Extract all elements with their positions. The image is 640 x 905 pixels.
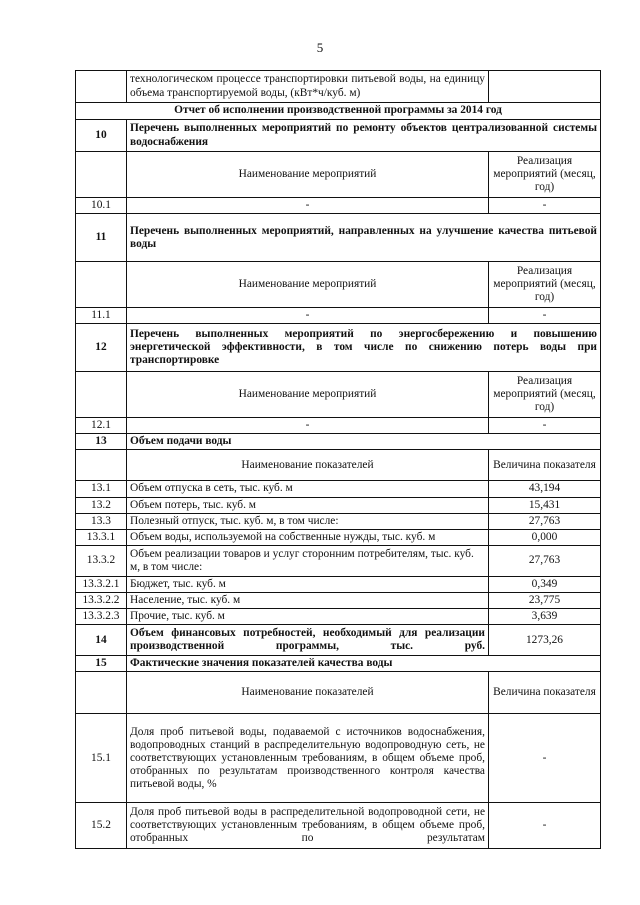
column-header-value: Реализация мероприятий (месяц, год) bbox=[489, 262, 601, 308]
table-row bbox=[76, 545, 601, 576]
row-value-cell: - bbox=[489, 418, 601, 434]
page-number: 5 bbox=[316, 40, 324, 55]
row-number-cell: 11.1 bbox=[76, 308, 127, 324]
row-number-cell: 13.3.2.1 bbox=[76, 576, 127, 592]
section-title: Перечень выполненных мероприятий, направленных на улучшение качества питьевой воды bbox=[127, 214, 601, 262]
column-header-row bbox=[76, 672, 601, 714]
section-title: Объем финансовых потребностей, необходимый для реализации производственной программы, тыс. руб. bbox=[127, 625, 489, 656]
row-number-cell: 13.3.2.3 bbox=[76, 609, 127, 625]
row-name-cell: Прочие, тыс. куб. м bbox=[127, 609, 489, 625]
row-value-cell: 27,763 bbox=[489, 513, 601, 529]
section-title: Перечень выполненных мероприятий по ремонту объектов централизованной системы водоснабжения bbox=[127, 120, 601, 152]
column-header-row bbox=[76, 152, 601, 198]
table-row bbox=[76, 592, 601, 608]
section-number: 12 bbox=[76, 324, 127, 372]
section-title: Перечень выполненных мероприятий по энергосбережению и повышению энергетической эффективности, в том числе по снижению потерь воды при транспортировке bbox=[127, 324, 601, 372]
column-header-row bbox=[76, 372, 601, 418]
row-name-cell: Объем отпуска в сеть, тыс. куб. м bbox=[127, 481, 489, 497]
table-row bbox=[76, 576, 601, 592]
row-name-cell: Объем потерь, тыс. куб. м bbox=[127, 497, 489, 513]
row-value-cell: 3,639 bbox=[489, 609, 601, 625]
row-name-cell: Объем воды, используемой на собственные нужды, тыс. куб. м bbox=[127, 529, 489, 545]
row-name-cell: Доля проб питьевой воды в распределительной водопроводной сети, не соответствующих установленным требованиям, в общем объеме проб, отобранных по результатам bbox=[127, 803, 489, 849]
table-row bbox=[76, 803, 601, 849]
row-value-cell: - bbox=[489, 714, 601, 803]
report-title-row bbox=[76, 103, 601, 120]
column-header-value: Величина показателя bbox=[489, 450, 601, 481]
column-header-name: Наименование мероприятий bbox=[127, 152, 489, 198]
table-row bbox=[76, 308, 601, 324]
table-row bbox=[76, 513, 601, 529]
column-header-value: Величина показателя bbox=[489, 672, 601, 714]
section-header-row bbox=[76, 656, 601, 672]
column-header-value: Реализация мероприятий (месяц, год) bbox=[489, 152, 601, 198]
section-number: 13 bbox=[76, 434, 127, 450]
row-number-cell: 13.3.2.2 bbox=[76, 592, 127, 608]
row-value-cell: 23,775 bbox=[489, 592, 601, 608]
row-name-cell: технологическом процессе транспортировки питьевой воды, на единицу объема транспортируемой воды, (кВт*ч/куб. м) bbox=[127, 71, 489, 103]
section-number: 15 bbox=[76, 656, 127, 672]
row-name-cell: Доля проб питьевой воды, подаваемой с источников водоснабжения, водопроводных станций в распределительную водопроводную сеть, не соответствующих установленным требованиям, в общем объеме проб, отобранных по результатам производственного контроля качества питьевой воды, % bbox=[127, 714, 489, 803]
column-header-name: Наименование показателей bbox=[127, 450, 489, 481]
row-name-cell: - bbox=[127, 198, 489, 214]
table-row bbox=[76, 198, 601, 214]
row-value-cell bbox=[489, 71, 601, 103]
section-value: 1273,26 bbox=[489, 625, 601, 656]
column-header-row bbox=[76, 450, 601, 481]
row-number-cell: 13.3.2 bbox=[76, 545, 127, 576]
table-row bbox=[76, 481, 601, 497]
section-title: Фактические значения показателей качества воды bbox=[127, 656, 601, 672]
row-value-cell: 0,349 bbox=[489, 576, 601, 592]
row-value-cell: 27,763 bbox=[489, 545, 601, 576]
column-header-row bbox=[76, 262, 601, 308]
row-number-cell: 13.3 bbox=[76, 513, 127, 529]
row-value-cell: - bbox=[489, 803, 601, 849]
section-header-row bbox=[76, 214, 601, 262]
section-number: 10 bbox=[76, 120, 127, 152]
row-name-cell: Население, тыс. куб. м bbox=[127, 592, 489, 608]
row-name-cell: - bbox=[127, 308, 489, 324]
row-value-cell: 0,000 bbox=[489, 529, 601, 545]
table-row bbox=[76, 497, 601, 513]
table-row bbox=[76, 529, 601, 545]
section-header-row bbox=[76, 324, 601, 372]
table-row bbox=[76, 609, 601, 625]
row-name-cell: - bbox=[127, 418, 489, 434]
row-name-cell: Бюджет, тыс. куб. м bbox=[127, 576, 489, 592]
row-number-cell: 15.1 bbox=[76, 714, 127, 803]
row-value-cell: - bbox=[489, 308, 601, 324]
row-value-cell: - bbox=[489, 198, 601, 214]
row-number-cell: 13.3.1 bbox=[76, 529, 127, 545]
section-header-row bbox=[76, 434, 601, 450]
program-report-table bbox=[75, 70, 601, 849]
row-number-cell: 13.1 bbox=[76, 481, 127, 497]
section-header-row bbox=[76, 625, 601, 656]
row-value-cell: 15,431 bbox=[489, 497, 601, 513]
section-title: Объем подачи воды bbox=[127, 434, 601, 450]
section-number: 11 bbox=[76, 214, 127, 262]
row-number-cell bbox=[76, 71, 127, 103]
section-number: 14 bbox=[76, 625, 127, 656]
row-name-cell: Полезный отпуск, тыс. куб. м, в том числе: bbox=[127, 513, 489, 529]
row-value-cell: 43,194 bbox=[489, 481, 601, 497]
row-number-cell: 15.2 bbox=[76, 803, 127, 849]
column-header-value: Реализация мероприятий (месяц, год) bbox=[489, 372, 601, 418]
row-number-cell: 10.1 bbox=[76, 198, 127, 214]
row-number-cell: 12.1 bbox=[76, 418, 127, 434]
table-row bbox=[76, 418, 601, 434]
row-number-cell: 13.2 bbox=[76, 497, 127, 513]
report-title: Отчет об исполнении производственной программы за 2014 год bbox=[76, 103, 601, 120]
table-row bbox=[76, 714, 601, 803]
row-name-cell: Объем реализации товаров и услуг сторонним потребителям, тыс. куб. м, в том числе: bbox=[127, 545, 489, 576]
column-header-name: Наименование мероприятий bbox=[127, 262, 489, 308]
section-header-row bbox=[76, 120, 601, 152]
column-header-name: Наименование мероприятий bbox=[127, 372, 489, 418]
table-row bbox=[76, 71, 601, 103]
column-header-name: Наименование показателей bbox=[127, 672, 489, 714]
